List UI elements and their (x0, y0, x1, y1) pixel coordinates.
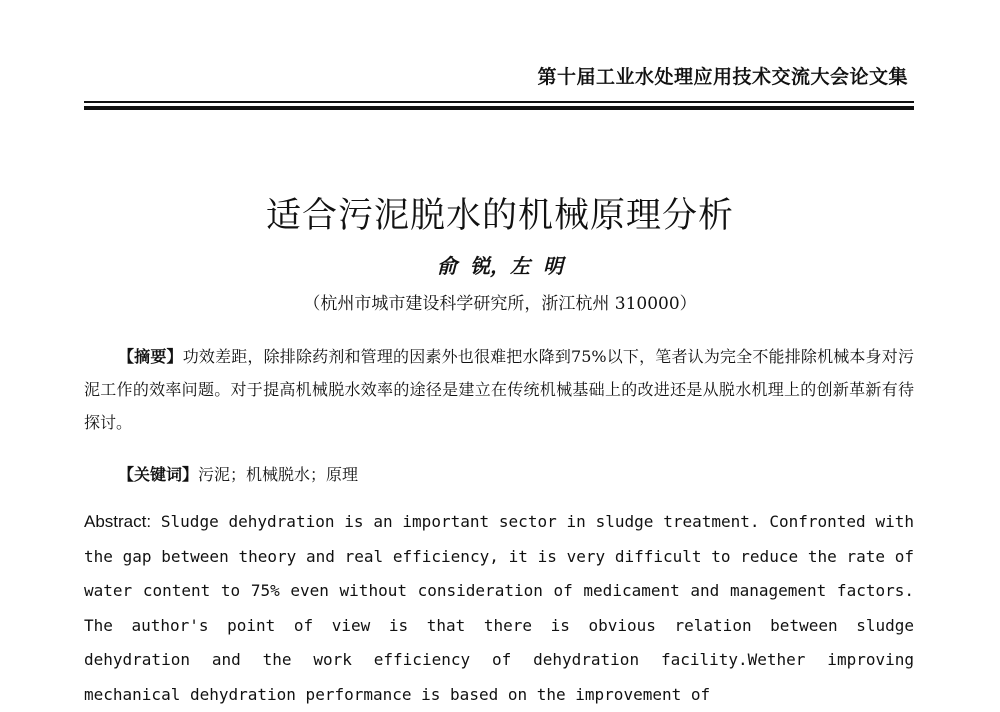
keywords-label: 【关键词】 (118, 465, 199, 484)
paper-affiliation: （杭州市城市建设科学研究所，浙江杭州 310000） (303, 294, 697, 314)
paper-authors: 俞 锐，左 明 (437, 254, 563, 278)
header-rule-thin (84, 101, 914, 103)
english-abstract-label: Abstract: (84, 512, 152, 531)
header-rule-thick (84, 106, 914, 110)
chinese-abstract (84, 340, 914, 439)
english-abstract (84, 505, 914, 712)
chinese-abstract-label: 【摘要】 (118, 347, 183, 366)
chinese-abstract-text: 功效差距，除排除药剂和管理的因素外也很难把水降到75%以下，笔者认为完全不能排除机械本身对污泥工作的效率问题。对于提高机械脱水效率的途径是建立在传统机械基础上的改进还是从脱水机理上的创新革新有待探讨。 (84, 347, 914, 432)
paper-title: 适合污泥脱水的机械原理分析 (265, 196, 734, 236)
journal-title: 第十届工业水处理应用技术交流大会论文集 (537, 66, 908, 88)
english-abstract-text: Sludge dehydration is an important sector in sludge treatment. Confronted with the gap between theory and real efficiency, it is very difficult to reduce the rate of water content to 75% even without consideration of medicament and management factors. The author's point of view is that there is obvious relation between sludge dehydration and the work efficiency of dehydration facility.Wether improving mechanical dehydration performance is based on the improvement of (84, 512, 914, 704)
keywords (118, 462, 358, 485)
keywords-text: 污泥；机械脱水；原理 (198, 465, 359, 484)
